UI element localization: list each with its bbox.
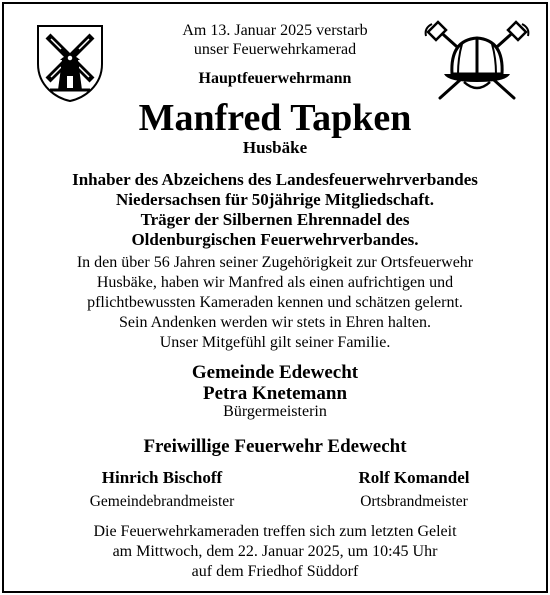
funeral-line: Die Feuerwehrkameraden treffen sich zum letzten Geleit	[93, 523, 457, 540]
honors-block	[4, 170, 546, 250]
municipality-name: Gemeinde Edewecht	[191, 362, 359, 383]
intro-line-1: Am 13. Januar 2025 verstarb	[182, 22, 368, 39]
deceased-name: Manfred Tapken	[138, 97, 412, 139]
death-announcement	[4, 21, 546, 59]
hometown: Husbäke	[242, 138, 308, 157]
honor-line: Inhaber des Abzeichens des Landesfeuerwehrverbandes	[72, 170, 478, 189]
signatory-role: Gemeindebrandmeister	[89, 493, 235, 510]
rank-title: Hauptfeuerwehrmann	[198, 70, 352, 87]
honor-line: Niedersachsen für 50jährige Mitgliedschaft.	[116, 190, 434, 209]
honor-line: Oldenburgischen Feuerwehrverbandes.	[131, 230, 419, 249]
signatory-left	[52, 468, 272, 512]
tribute-line: In den über 56 Jahren seiner Zugehörigkeit zur Ortsfeuerwehr	[76, 254, 474, 271]
intro-line-2: unser Feuerwehrkamerad	[193, 41, 357, 58]
tribute-line: pflichtbewussten Kameraden kennen und schätzen gelernt.	[87, 294, 463, 311]
signatory-name: Hinrich Bischoff	[101, 468, 223, 487]
municipality-signature	[4, 362, 546, 404]
tribute-line: Sein Andenken werden wir stets in Ehren halten.	[119, 314, 431, 331]
signatory-name: Rolf Komandel	[358, 468, 470, 487]
signatory-role: Ortsbrandmeister	[360, 493, 468, 510]
tribute-line: Unser Mitgefühl gilt seiner Familie.	[159, 334, 391, 351]
tribute-block	[4, 253, 546, 353]
honor-line: Träger der Silbernen Ehrennadel des	[140, 210, 410, 229]
funeral-info	[4, 522, 546, 582]
funeral-line: auf dem Friedhof Süddorf	[191, 563, 359, 580]
signatory-right	[304, 468, 524, 512]
obituary-notice	[2, 2, 548, 593]
mayor-title: Bürgermeisterin	[223, 403, 327, 420]
tribute-line: Husbäke, haben wir Manfred als einen aufrichtigen und	[96, 274, 454, 291]
brigade-name: Freiwillige Feuerwehr Edewecht	[143, 436, 407, 457]
mayor-name: Petra Knetemann	[202, 383, 348, 404]
funeral-line: am Mittwoch, dem 22. Januar 2025, um 10:45 Uhr	[112, 543, 438, 560]
